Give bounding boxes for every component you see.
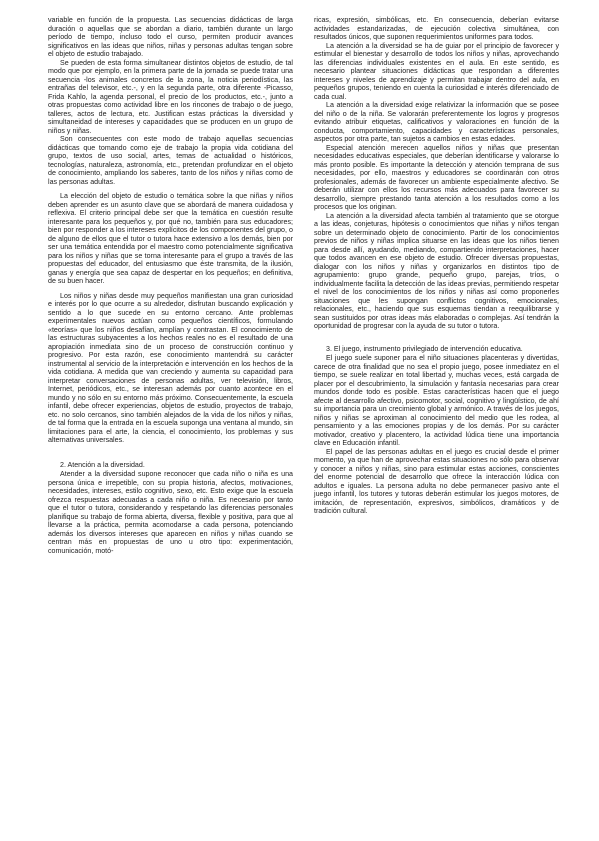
paragraph: Atender a la diversidad supone reconocer que cada niño o niña es una persona única e irrepetible, con su propia historia, afectos, motivaciones, necesidades, intereses, estilo cognitivo, sexo, etc. Esto exige que la escuela ofrezca respuestas adecuadas a cada niño o niña. Es necesario por tanto que el tutor o tutora, considerando y respetando las diferencias personales planifique su trabajo de forma abierta, diversa, flexible y positiva, para que al llevarse a la práctica, permita acomodarse a cada persona, potenciando además los diversos intereses que aparecen en niños y niñas cuando se centran más en propuestas de uno u otro tipo: experimentación, comunicación, motó- — [48, 470, 293, 555]
left-column — [48, 16, 293, 831]
paragraph: variable en función de la propuesta. Las secuencias didácticas de larga duración o aquellas que se abordan a diario, también durante un largo período de tiempo, incluso todo el curso, permiten producir avances significativos en las ideas que niños, niñas y personas adultas tengan sobre el objeto de estudio trabajado. — [48, 16, 293, 58]
paragraph: Se pueden de esta forma simultanear distintos objetos de estudio, de tal modo que por ejemplo, en la primera parte de la jornada se puede tratar una secuencia -los animales concretos de la zona, la noticia periodística, las entrañas del televisor, etc.-, y en la segunda parte, otra diferente -Picasso, Frida Kahlo, la agenda personal, el precio de los productos, etc.-, junto a otras propuestas como actividad libre en los rincones de trabajo o de juego, talleres, actos de lectura, etc. Justifican estas prácticas la diversidad y simultaneidad de intereses y capacidades que se producen en un grupo de niños y niñas. — [48, 58, 293, 135]
paragraph: Los niños y niñas desde muy pequeños manifiestan una gran curiosidad e interés por lo que ocurre a su alrededor, disfrutan buscando explicación y sentido a lo que sucede en su entorno cercano. Ante problemas experimentales nuevos actúan como pequeños científicos, formulando «teorías» que los niños desafían, amplían y contrastan. El conocimiento de las estructuras subyacentes a los hechos reales no es el resultado de una apropiación inmediata sino de un proceso de construcción continuo y progresivo. Por esta razón, ese conocimiento mantendrá su carácter instrumental al servicio de la interpretación e intervención en los hechos de la vida cotidiana. A medida que van creciendo y aumenta su capacidad para interpretar conversaciones de personas adultas, ver televisión, libros, Internet, periódicos, etc., se interesan además por cuanto acontece en el mundo y no sólo en su entorno más próximo. Consecuentemente, la escuela infantil, debe ofrecer experiencias, objetos de estudio, proyectos de trabajo, etc. no solo cercanos, sino también alejados de la vida de los niños y niñas, de tal forma que la entrada en la escuela suponga una ventana al mundo, sin limitaciones para el arte, la ciencia, el conocimiento, los problemas y sus alternativas universales. — [48, 291, 293, 444]
paragraph: La atención a la diversidad exige relativizar la información que se posee del niño o de la niña. Se valorarán preferentemente los logros y progresos evitando atribuir etiquetas, calificativos y valoraciones en función de la conducta, comportamiento, capacidades y características personales, aspectos por otra parte, tan sujetos a cambios en estas edades. — [314, 101, 559, 143]
paragraph: La elección del objeto de estudio o temática sobre la que niñas y niños deben aprender es un asunto clave que se abordará de manera cuidadosa y reflexiva. El criterio principal debe ser que la temática en cuestión resulte interesante para los pequeños y, por qué no, también para sus educadores; bien por responder a los intereses explícitos de los componentes del grupo, o de alguno de ellos que el tutor o tutora hace extensivo a los demás, bien por ser una temática entendida por el maestro como potencialmente significativa para los niños y niñas que se torna interesante para el grupo a través de las propuestas del educador, del entusiasmo que éste transmita, de la ilusión, ganas y energía que sea capaz de despertar en los pequeños; en definitiva, de su buen hacer. — [48, 192, 293, 285]
paragraph: El juego suele suponer para el niño situaciones placenteras y divertidas, carece de otra finalidad que no sea el propio juego, posee inmediatez en el tiempo, se suele realizar en total libertad y, muchas veces, está cargada de placer por el descubrimiento, la simulación y fantasía necesarias para crear mundos donde todo es posible. Estas características hacen que el juego afecte al desarrollo afectivo, psicomotor, social, cognitivo y lingüístico, de ahí su importancia para un crecimiento global y armónico. A través de los juegos, niños y niñas se aproximan al conocimiento del medio que les rodea, al pensamiento y a las emociones propias y de los demás. Por su carácter motivador, creativo y placentero, la actividad lúdica tiene una importancia clave en Educación infantil. — [314, 354, 559, 447]
paragraph: Son consecuentes con este modo de trabajo aquellas secuencias didácticas que tomando como eje de trabajo la propia vida cotidiana del grupo, textos de uso social, artes, temas de actualidad o históricos, tecnologías, naturaleza, astronomía, etc., pretendan profundizar en el objeto de conocimiento, ampliando los saberes, tanto de los niños y niñas como de las personas adultas. — [48, 135, 293, 186]
paragraph: La atención a la diversidad afecta también al tratamiento que se otorgue a las ideas, conjeturas, hipótesis o conocimientos que niñas y niños tengan sobre un determinado objeto de conocimiento. Partir de los conocimientos previos de niños y niñas implica situarse en las ideas que los niños tienen para desde allí, ayudando, mediando, compartiendo interpretaciones, hacer que todos avancen en ese objeto de estudio. Ofrecer diversas propuestas, dialogar con los niños y niñas y organizarlos en distintos tipo de agrupamiento: grupo grande, pequeño grupo, parejas, tríos, o individualmente facilita la detección de las ideas previas, permitiendo respetar el nivel de los conocimientos de los niños y niñas así como proponerles situaciones que les supongan conflictos cognitivos, emocionales, relacionales, etc., haciendo que sus esquemas tiendan a reequilibrarse y sean sustituidos por otras ideas más elaboradas o complejas. Así tendrán la oportunidad de progresar con la ayuda de su tutor o tutora. — [314, 211, 559, 330]
two-column-layout — [48, 16, 559, 831]
right-column — [314, 16, 559, 831]
paragraph: ricas, expresión, simbólicas, etc. En consecuencia, deberían evitarse actividades estandarizadas, de ejecución colectiva simultánea, con resultados únicos, que suponen requerimientos uniformes para todos. — [314, 16, 559, 41]
section-heading: 3. El juego, instrumento privilegiado de intervención educativa. — [326, 344, 523, 353]
paragraph: La atención a la diversidad se ha de guiar por el principio de favorecer y estimular el bienestar y desarrollo de todos los niños y niñas, aprovechando las diferencias individuales existentes en el aula. En este sentido, es necesario plantear situaciones didácticas que respondan a diferentes intereses y niveles de aprendizaje y permitan trabajar dentro del aula, en pequeños grupos, teniendo en cuenta la curiosidad e interés diferenciado de cada cual. — [314, 41, 559, 101]
paragraph: Especial atención merecen aquellos niños y niñas que presentan necesidades educativas especiales, que deberían identificarse y valorarse lo más pronto posible. Es importante la detección y atención temprana de sus necesidades, por ello, maestros y educadores se coordinarán con otros profesionales, además de favorecer un ambiente especialmente afectivo. Se deberán utilizar con ellos los recursos más adecuados para favorecer su desarrollo, siempre prestando tanta atención a los resultados como a los procesos que los originan. — [314, 143, 559, 211]
section-heading: 2. Atención a la diversidad. — [60, 460, 145, 469]
paragraph: El papel de las personas adultas en el juego es crucial desde el primer momento, ya que han de aprovechar estas situaciones no sólo para observar y conocer a niños y niñas, sino para estimular estas acciones, conscientes del enorme potencial de desarrollo que ofrece la interacción lúdica con adultos e iguales. La persona adulta no debe permanecer pasivo ante el juego infantil, los tutores y tutoras deberán estimular los juegos motores, de imitación, de representación, expresivos, simbólicos, dramáticos y de tradición cultural. — [314, 447, 559, 515]
